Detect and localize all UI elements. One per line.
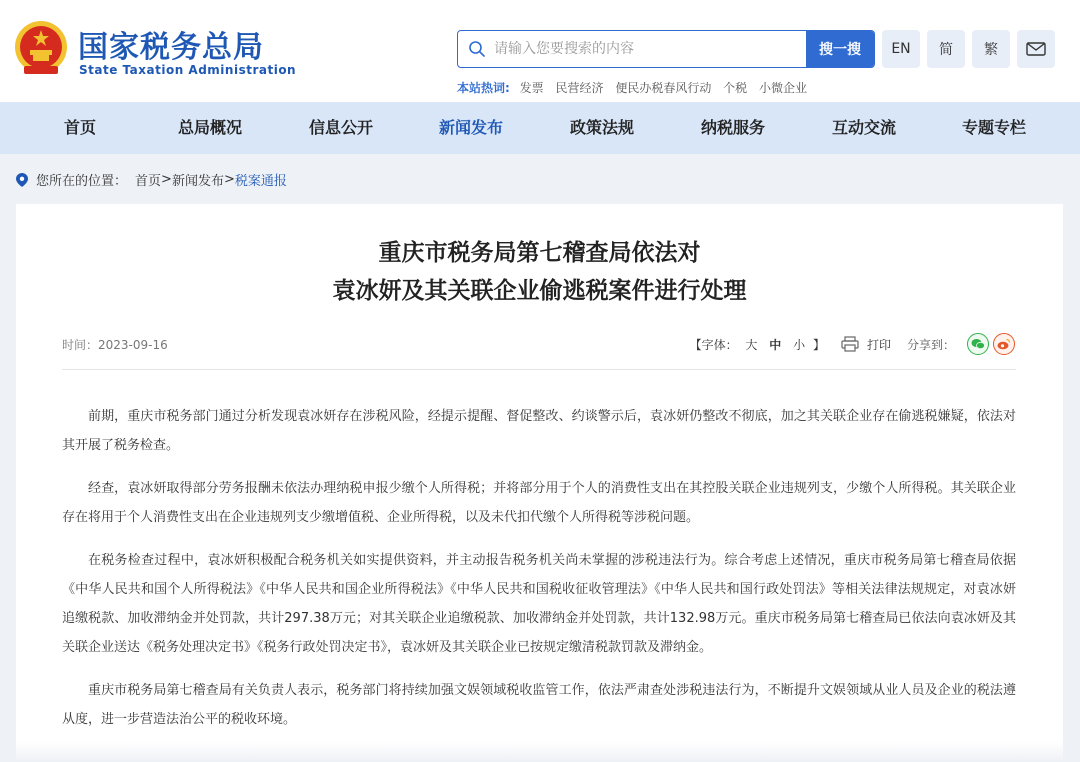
breadcrumb-separator: > (223, 172, 235, 187)
hot-word-link[interactable]: 小微企业 (759, 81, 808, 95)
nav-item-policy[interactable]: 政策法规 (570, 118, 635, 137)
date-value: 2023-09-16 (98, 338, 168, 352)
article-card (16, 204, 1063, 762)
breadcrumb-prefix: 您所在的位置： (36, 174, 128, 189)
breadcrumb-separator: > (161, 172, 172, 187)
lang-button-simplified[interactable]: 简 (927, 30, 965, 68)
wechat-share-icon[interactable] (967, 333, 989, 355)
meta-divider (62, 369, 1016, 370)
font-size-medium[interactable]: 中 (769, 337, 782, 352)
national-emblem-icon[interactable] (14, 20, 68, 76)
bottom-fade (0, 742, 1080, 762)
nav-item-topics[interactable]: 专题专栏 (962, 118, 1027, 137)
hot-words-label: 本站热词: (457, 81, 510, 95)
hot-word-link[interactable]: 民营经济 (555, 81, 604, 95)
article-tools (690, 332, 1015, 356)
date-label: 时间： (62, 338, 99, 352)
hot-word-link[interactable]: 发票 (519, 81, 544, 95)
nav-item-overview[interactable]: 总局概况 (178, 118, 243, 137)
nav-item-info[interactable]: 信息公开 (309, 118, 374, 137)
nav-item-home[interactable]: 首页 (64, 118, 97, 137)
hot-word-link[interactable]: 便民办税春风行动 (615, 81, 712, 95)
hot-word-link[interactable]: 个税 (723, 81, 748, 95)
font-size-label: 【字体： (689, 337, 738, 352)
nav-item-news[interactable]: 新闻发布 (439, 118, 504, 137)
site-title[interactable]: 国家税务总局 (78, 30, 264, 65)
breadcrumb-home[interactable]: 首页 (135, 174, 162, 189)
mail-button[interactable] (1017, 30, 1055, 68)
hot-words-row (457, 79, 815, 96)
article-paragraph: 在税务检查过程中，袁冰妍积极配合税务机关如实提供资料，并主动报告税务机关尚未掌握的涉税违法行为。综合考虑上述情况，重庆市税务局第七稽查局依据《中华人民共和国个人所得税法》《中华人民共和国企业所得税法》《中华人民共和国税收征收管理法》《中华人民共和国行政处罚法》等相关法律法规规定，对袁冰妍追缴税款、加收滞纳金并处罚款，共计297.38万元；对其关联企业追缴税款、加收滞纳金并处罚款，共计132.98万元。重庆市税务局第七稽查局已依法向袁冰妍及其关联企业送达《税务处理决定书》《税务行政处罚决定书》，袁冰妍及其关联企业已按规定缴清税款罚款及滞纳金。 (62, 553, 1016, 655)
font-size-selector (690, 336, 825, 353)
nav-item-interaction[interactable]: 互动交流 (832, 118, 897, 137)
search-icon (468, 40, 486, 58)
article-paragraph: 前期，重庆市税务部门通过分析发现袁冰妍存在涉税风险，经提示提醒、督促整改、约谈警示后，袁冰妍仍整改不彻底，加之其关联企业存在偷逃税嫌疑，依法对其开展了税务检查。 (62, 409, 1016, 453)
main-nav (0, 102, 1080, 154)
print-button[interactable] (841, 336, 891, 353)
article-paragraph: 经查，袁冰妍取得部分劳务报酬未依法办理纳税申报少缴个人所得税；并将部分用于个人的消费性支出在其控股关联企业违规列支，少缴个人所得税。其关联企业存在将用于个人消费性支出在企业违规列支少缴增值税、企业所得税，以及未代扣代缴个人所得税等涉税问题。 (62, 481, 1016, 525)
mail-icon (1026, 42, 1046, 56)
article-title-line1: 重庆市税务局第七稽查局依法对 (378, 240, 701, 266)
font-size-large[interactable]: 大 (745, 337, 758, 352)
font-size-small[interactable]: 小 (793, 337, 806, 352)
breadcrumb-current[interactable]: 税案通报 (234, 174, 287, 189)
site-header (0, 0, 1080, 102)
lang-button-traditional[interactable]: 繁 (972, 30, 1010, 68)
search-box (457, 30, 875, 68)
location-pin-icon (16, 173, 28, 187)
lang-button-en[interactable]: EN (882, 30, 920, 68)
article-paragraph: 重庆市税务局第七稽查局有关负责人表示，税务部门将持续加强文娱领域税收监管工作，依法严肃查处涉税违法行为，不断提升文娱领域从业人员及企业的税法遵从度，进一步营造法治公平的税收环境。 (62, 683, 1016, 727)
printer-icon (841, 336, 859, 352)
site-subtitle: State Taxation Administration (79, 63, 297, 77)
article-title-line2: 袁冰妍及其关联企业偷逃税案件进行处理 (332, 278, 747, 304)
article-date (62, 336, 168, 353)
article-body (62, 402, 1016, 748)
share-label: 分享到： (906, 337, 955, 352)
font-size-end: 】 (812, 337, 825, 352)
print-label: 打印 (866, 337, 891, 352)
search-input[interactable] (494, 31, 804, 67)
breadcrumb (16, 170, 287, 189)
breadcrumb-news[interactable]: 新闻发布 (171, 174, 224, 189)
weibo-share-icon[interactable] (993, 333, 1015, 355)
search-button[interactable]: 搜一搜 (806, 31, 874, 67)
nav-item-service[interactable]: 纳税服务 (701, 118, 766, 137)
